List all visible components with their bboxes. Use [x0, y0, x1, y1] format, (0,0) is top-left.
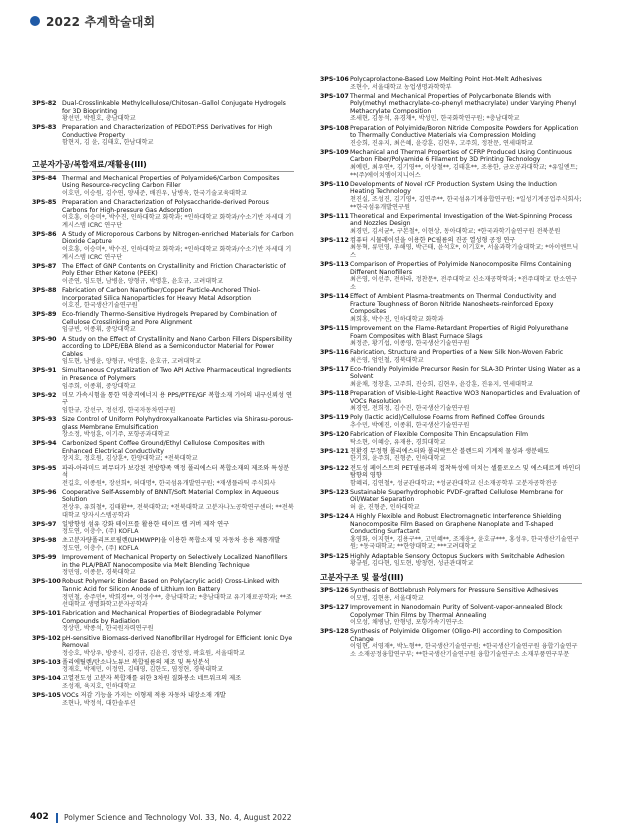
left-column — [32, 100, 294, 709]
abstract-entry — [32, 537, 294, 552]
abstract-entry — [32, 578, 294, 608]
entry-body — [350, 465, 582, 488]
entry-title: Synthesis of Polyimide Oligomer (Oligo-PI) according to Composition Change — [350, 628, 562, 643]
left-entry-list — [32, 175, 294, 708]
abstract-entry — [32, 465, 294, 488]
entry-body — [350, 93, 582, 123]
entry-title: Improvement on the Flame-Retardant Properties of Rigid Polyurethane Foam Composites with Blast Furnace Slags — [350, 324, 569, 340]
entry-code: 3PS-89 — [32, 311, 57, 319]
entry-body — [62, 537, 294, 552]
entry-authors: 조성재, 육지호, 인하대학교 — [62, 683, 136, 691]
entry-authors: 조현수, 서울대학교 농업생명과학학부 — [350, 83, 452, 91]
abstract-entry — [32, 416, 294, 439]
right-pre-list — [320, 76, 582, 568]
page-footer — [0, 806, 624, 830]
entry-authors: 이준연, 임도현, 남병윤, 양형규, 박명훈, 윤호규, 고려대학교 — [62, 277, 224, 285]
entry-body — [62, 199, 294, 229]
entry-title: Developments of Novel rCF Production System Using the Induction Heating Technology — [350, 180, 557, 196]
entry-body — [62, 521, 294, 536]
left-pre-list — [32, 100, 294, 147]
entry-body — [62, 465, 294, 488]
page-number: 402 — [30, 812, 49, 822]
abstract-entry — [32, 675, 294, 690]
entry-body — [350, 604, 582, 627]
entry-code: 3PS-97 — [32, 520, 57, 528]
entry-authors: 한기희, 윤주희, 진형준, 인하대학교 — [350, 455, 446, 463]
abstract-entry — [32, 175, 294, 198]
entry-title: Fabrication of Carbon Nanofiber/Copper Particle-Anchored Thiol-Incorporated Silica Nanoparticles for Heavy Metal Adsorption — [62, 286, 261, 302]
entry-body — [62, 392, 294, 415]
entry-authors: 황규원, 김다현, 임도현, 방창현, 성균관대학교 — [350, 560, 474, 568]
entry-body — [350, 237, 582, 260]
entry-title: Eco-friendly Thermo-Sensitive Hydrogels Prepared by Combination of Cellulose Crosslinking and Pore Alignment — [62, 311, 277, 326]
abstract-entry — [320, 448, 582, 463]
entry-body — [62, 367, 294, 390]
entry-authors: 정민철, 송주민*, 박희경**, 이정수**, 충남대학교; *충남대학교 유기재료공학과; **조선대학교 생명화학고분자공학과 — [62, 593, 292, 609]
entry-title: Cooperative Self-Assembly of BNNT/Soft Material Complex in Aqueous Solution — [62, 488, 279, 504]
entry-body — [62, 287, 294, 310]
entry-body — [62, 311, 294, 334]
entry-code: 3PS-107 — [320, 92, 349, 100]
entry-authors: 정승호, 박상우, 방중식, 김경규, 김윤진, 장만정, 곽효원, 서울대학교 — [62, 649, 245, 657]
entry-body — [350, 149, 582, 179]
entry-title: Eco-friendly Polyimide Precursor Resin for SLA-3D Printer Using Water as a Solvent — [350, 365, 581, 381]
entry-title: pH-sensitive Biomass-derived Nanofibrillar Hydrogel for Efficient Ionic Dye Removal — [62, 634, 293, 650]
entry-body — [62, 675, 294, 690]
entry-title: 전도성 페이스트의 PET필름과의 접착특성에 미치는 셀룰로오스 및 에스테르계 바인더 탐향의 영향 — [350, 464, 581, 480]
abstract-entry — [320, 489, 582, 512]
abstract-entry — [320, 261, 582, 291]
entry-title: 컴퓨터 시뮬레이션을 이용한 PC필름의 진공 열성형 공정 연구 — [350, 236, 516, 244]
abstract-entry — [32, 554, 294, 577]
entry-code: 3PS-121 — [320, 447, 349, 455]
entry-code: 3PS-127 — [320, 604, 349, 611]
entry-body — [62, 610, 294, 633]
entry-title: 파라-아라미드 퍼무더가 보강된 전방향족 액정 폴리에스터 복합소재의 제조와 특성분석 — [62, 464, 290, 480]
abstract-entry — [320, 237, 582, 260]
abstract-entry — [32, 659, 294, 674]
entry-title: 고열전도성 고분자 복합재를 위한 3차원 질화붕소 네트워크의 제조 — [62, 675, 242, 683]
abstract-entry — [32, 336, 294, 366]
entry-title: Polycaprolactone-Based Low Melting Point Hot-Melt Adhesives — [350, 76, 542, 83]
abstract-entry — [32, 489, 294, 519]
entry-code: 3PS-102 — [32, 634, 61, 642]
entry-authors: 이임현, 서영재*, 박노형**, 한국생산기술연구원; *한국생산기술연구원 융합기술연구소 소재공정융합연구부; **한국생산기술연구원 융합기술연구소 소재부품연구부문 — [350, 643, 578, 659]
abstract-entry — [32, 311, 294, 334]
entry-authors: 임한규, 강선구, 정선경, 한국자동차연구원 — [62, 406, 176, 414]
entry-code: 3PS-93 — [32, 415, 57, 423]
entry-title: The Effect of GNP Contents on Crystallinity and Friction Characteristic of Poly Ether Ether Ketone (PEEK) — [62, 262, 286, 278]
entry-title: Effect of Ambient Plasma-treatments on Thermal Conductivity and Fracture Toughness of Boron Nitride Nanosheets-reinforced Epoxy Composites — [350, 293, 557, 316]
entry-code: 3PS-101 — [32, 610, 61, 618]
section-heading-right: 고분자구조 및 물성(III) — [320, 574, 582, 585]
entry-title: Fabrication, Structure and Properties of a New Silk Non-Woven Fabric — [350, 349, 564, 357]
entry-body — [350, 261, 582, 291]
entry-authors: 천진실, 조성진, 김기영*, 김연주**, 한국섬유기계융합연구원; *일성기계공업주식회사; **한국섬유개발연구원 — [350, 195, 582, 211]
abstract-entry — [32, 367, 294, 390]
entry-body — [62, 635, 294, 658]
entry-body — [350, 293, 582, 323]
entry-title: Fabrication of Flexible Composite Thin Encapsulation Film — [350, 431, 528, 439]
section-heading-left: 고분자가공/복합재료/재활용(III) — [32, 161, 294, 172]
entry-body — [350, 553, 582, 568]
entry-code: 3PS-99 — [32, 554, 57, 562]
entry-code: 3PS-105 — [32, 692, 61, 700]
journal-citation: Polymer Science and Technology Vol. 33, No. 4, August 2022 — [64, 813, 292, 822]
entry-title: Preparation of Polyimide/Boron Nitride Composite Powders for Application to Thermally Conductive Materials via Compression Molding — [350, 124, 579, 140]
entry-code: 3PS-103 — [32, 658, 61, 666]
entry-authors: 임규빈, 이종휘, 중앙대학교 — [62, 326, 136, 334]
entry-code: 3PS-115 — [320, 324, 349, 332]
entry-title: 친환경 무정형 폴리에스터와 폴리락트산 블렌드의 기계적 물성과 생분해도 — [350, 447, 550, 455]
entry-title: 일방향성 섬유 강화 테이프를 활용한 테이프 랩 커버 제작 연구 — [62, 520, 230, 528]
entry-code: 3PS-84 — [32, 174, 57, 182]
abstract-entry — [32, 287, 294, 310]
entry-authors: 함현지, 김 윤, 김태호, 한남대학교 — [62, 139, 154, 147]
entry-authors: 최은영, 이선주, 전하라, 정찬문*, 전주대학교 신소재공학학과; *전주대학교 탄소연구소 — [350, 276, 578, 291]
entry-code: 3PS-128 — [320, 628, 349, 636]
entry-code: 3PS-91 — [32, 367, 57, 375]
abstract-entry — [320, 604, 582, 627]
entry-body — [350, 325, 582, 348]
entry-code: 3PS-114 — [320, 293, 349, 301]
entry-authors: 최예린, 최우연*, 김기영**, 이상철**, 김태훈**, 조용한, 금오공과대학교; *유일엔트; **(주)에이치엠이지니어스 — [350, 164, 578, 179]
entry-code: 3PS-126 — [320, 587, 349, 595]
entry-title: A Highly Flexible and Robust Electromagnetic Interference Shielding Nanocomposite Film Based on Graphene Nanoplate and T-shaped Conducting Surfactant — [350, 513, 562, 536]
entry-body — [350, 513, 582, 551]
abstract-entry — [32, 392, 294, 415]
abstract-entry — [32, 635, 294, 658]
entry-title: Simultaneous Crystallization of Two API Active Pharmaceutical Ingredients in Presence of Polymers — [62, 367, 292, 382]
entry-title: 미모 가속시험을 통한 역충격에너지 용 PPS/PTFE/GF 복합소재 기어의 내구신뢰성 연구 — [62, 391, 292, 407]
entry-authors: 탁소현, 이혜승, 유재용, 경희대학교 — [350, 438, 446, 446]
entry-code: 3PS-82 — [32, 100, 57, 107]
entry-body — [62, 336, 294, 366]
entry-title: A Study on the Effect of Crystallinity and Nano Carbon Fillers Dispersibility according to LDPE/EBA Blend as a Semiconductor Material for Power Cables — [62, 335, 293, 358]
entry-body — [62, 263, 294, 286]
abstract-entry — [32, 692, 294, 707]
entry-authors: 전길호, 이종원*, 장선희*, 허대명*, 한국섬유개발연구원; *재생플라틱 주식회사 — [62, 479, 276, 487]
entry-body — [62, 100, 294, 123]
entry-body — [62, 692, 294, 707]
entry-authors: 이호진, 한국생산기술연구원 — [62, 302, 138, 310]
entry-title: Sustainable Superhydrophobic PVDF-grafted Cellulose Membrane for Oil/Water Separation — [350, 488, 564, 504]
abstract-entry — [320, 93, 582, 123]
abstract-entry — [32, 100, 294, 123]
abstract-entry — [320, 628, 582, 658]
entry-code: 3PS-104 — [32, 675, 61, 683]
conference-title: 2022 추계학술대회 — [46, 14, 156, 29]
entry-authors: 조세현, 김동석, 유경재*, 박성민, 한국화학연구원; *충남대학교 — [350, 115, 520, 123]
entry-authors: 정민영, 이종문, 경북대학교 — [62, 569, 136, 577]
entry-authors: 이호흥, 이승미*, 박수진, 인하대학교 화학과; *인하대학교 화학과/수소기반 자세대 기계시스템 ICRC 연구단 — [62, 246, 292, 261]
entry-code: 3PS-86 — [32, 230, 57, 238]
entry-code: 3PS-108 — [320, 124, 349, 132]
abstract-entry — [320, 125, 582, 148]
entry-title: Highly Adaptable Sensory Octopus Suckers with Switchable Adhesion — [350, 552, 565, 560]
entry-body — [62, 659, 294, 674]
entry-title: Preparation of Visible-Light Reactive WO3 Nanoparticles and Evaluation of VOCs Resolution — [350, 390, 580, 405]
entry-title: A Study of Microporous Carbons by Nitrogen-enriched Materials for Carbon Dioxide Capture — [62, 230, 294, 246]
entry-body — [62, 489, 294, 519]
entry-code: 3PS-109 — [320, 148, 349, 156]
entry-code: 3PS-122 — [320, 464, 349, 472]
footer-divider — [56, 813, 58, 823]
entry-authors: 최은영, 엄인철, 경북대학교 — [350, 356, 424, 364]
entry-body — [350, 587, 582, 602]
entry-authors: 최정준, 황기섭, 이종영, 한국생산기술연구원 — [350, 340, 470, 348]
entry-body — [62, 554, 294, 577]
entry-title: Preparation and Characterization of Polysaccharide-derived Porous Carbons for High-pressure Gas Adsorption — [62, 198, 269, 214]
entry-title: Thermal and Mechanical Properties of Polycarbonate Blends with Poly(methyl methacrylate-co-phenyl methacrylate) under Varying Phenyl Methacrylate Composition — [350, 92, 577, 115]
entry-title: Theoretical and Experimental Investigation of the Wet-Spinning Process and Nozzles Design — [350, 212, 573, 228]
entry-body — [350, 349, 582, 364]
entry-body — [350, 448, 582, 463]
entry-code: 3PS-96 — [32, 488, 57, 496]
entry-title: 초고분자량폴리프로필렌(UHMWPP)을 이용한 폭합소재 및 자동차 응용 제품개발 — [62, 537, 281, 545]
abstract-entry — [320, 325, 582, 348]
entry-code: 3PS-117 — [320, 365, 349, 373]
abstract-entry — [320, 181, 582, 211]
entry-title: Robust Polymeric Binder Based on Poly(acrylic acid) Cross-Linked with Tannic Acid for Silicon Anode of Lithium Ion Battery — [62, 578, 280, 593]
entry-authors: 임주희, 이종휘, 중앙대학교 — [62, 382, 136, 390]
abstract-entry — [320, 587, 582, 602]
entry-code: 3PS-123 — [320, 488, 349, 496]
entry-authors: 최윤채, 정창훈, 고주희, 진승희, 김현우, 윤강훈, 진유지, 연세대학교 — [350, 381, 533, 389]
abstract-entry — [320, 465, 582, 488]
entry-title: Synthesis of Bottlebrush Polymers for Pressure Sensitive Adhesives — [350, 587, 559, 595]
abstract-entry — [320, 431, 582, 446]
entry-title: Fabrication and Mechanical Properties of Biodegradable Polymer Compounds by Radiation — [62, 610, 262, 625]
entry-body — [350, 76, 582, 91]
entry-authors: 이호민, 이승원, 김수연, 양세준, 배진우, 남병욱, 한국기술교육대학교 — [62, 189, 247, 197]
entry-authors: 최동혁, 류민영, 우해영, 박근태, 윤석호*, 이기호*, 서울과학기술대학교; *아이엔트닉스 — [350, 244, 579, 260]
entry-body — [62, 416, 294, 439]
entry-code: 3PS-116 — [320, 349, 349, 357]
entry-body — [350, 213, 582, 236]
entry-code: 3PS-118 — [320, 390, 349, 398]
entry-title: Comparison of Properties of Polyimide Nanocomposite Films Containing Different Nanofillers — [350, 261, 572, 276]
entry-code: 3PS-100 — [32, 578, 61, 586]
abstract-entry — [320, 349, 582, 364]
abstract-entry — [320, 213, 582, 236]
entry-authors: 전상우, 유희철*, 김태환**, 전북대학교; *전북대학교 고분자나노공학연구센터; **전북대학교 양자시스템공학과 — [62, 504, 294, 519]
abstract-entry — [32, 263, 294, 286]
conference-logo-icon — [30, 16, 40, 26]
entry-authors: 허 윤, 진형준, 인하대학교 — [350, 503, 420, 511]
entry-code: 3PS-95 — [32, 464, 57, 472]
entry-authors: 장소정, 박성훈, 이기주, 포항공과대학교 — [62, 431, 170, 439]
entry-code: 3PS-92 — [32, 391, 57, 399]
entry-authors: 이모범, 김현용, 서울대학교 — [350, 594, 424, 602]
entry-authors: 진승희, 진유지, 최은혜, 윤강훈, 김현우, 고주희, 정찬문, 연세대학교 — [350, 139, 533, 147]
entry-body — [62, 440, 294, 463]
entry-authors: 최경연, 전희정, 김수진, 한국생산기술연구원 — [350, 405, 470, 413]
abstract-entry — [32, 124, 294, 147]
entry-title: Carbonized Spent Coffee Ground/Ethyl Cellulose Composites with Enhanced Electrical Conductivity — [62, 440, 265, 455]
entry-authors: 황선민, 박원호, 충남대학교 — [62, 115, 136, 123]
entry-authors: 함혜리, 김연철*, 성균관대학교; *성균관대학교 신소재공학부 고분자공학전공 — [350, 479, 558, 487]
abstract-entry — [32, 610, 294, 633]
entry-authors: 최희홍, 박수진, 인하대학교 화학과 — [350, 315, 444, 323]
right-entry-list — [320, 587, 582, 658]
entry-authors: 장지호, 정호원, 김상훈*, 한양대학교; *전북대학교 — [62, 455, 198, 463]
entry-authors: 조현나, 박정석, 대한솔루션 — [62, 699, 136, 707]
entry-authors: 이모성, 채병남, 안형녕, 포항가속기연구소 — [350, 619, 464, 627]
entry-body — [62, 231, 294, 261]
abstract-entry — [320, 390, 582, 413]
abstract-entry — [320, 366, 582, 389]
entry-authors: 정상민, 박종석, 한국원자력연구원 — [62, 625, 154, 633]
abstract-entry — [320, 293, 582, 323]
entry-code: 3PS-85 — [32, 198, 57, 206]
entry-code: 3PS-119 — [320, 414, 349, 422]
entry-authors: 정도연, 이충수, (주) KOFLA — [62, 528, 139, 536]
entry-code: 3PS-120 — [320, 431, 349, 439]
abstract-entry — [32, 231, 294, 261]
abstract-entry — [320, 513, 582, 551]
entry-code: 3PS-87 — [32, 262, 57, 270]
entry-body — [62, 124, 294, 147]
entry-body — [350, 390, 582, 413]
entry-authors: 홍영화, 이지현*, 김용구**, 고민혜**, 조재웅*, 윤호규***, 홍성우, 한국생산기술연구원; *동국대학교; **한양대학교; ***고려대학교 — [350, 535, 579, 551]
entry-authors: 이호흥, 이승미*, 박수진, 인하대학교 화학과; *인하대학교 화학과/수소기반 자세대 기계시스템 ICRC 연구단 — [62, 214, 292, 229]
entry-code: 3PS-113 — [320, 261, 349, 269]
entry-body — [350, 181, 582, 211]
entry-title: Poly (lactic acid)/Cellulose Foams from Refined Coffee Grounds — [350, 414, 545, 422]
entry-title: Preparation and Characterization of PEDOT:PSS Derivatives for High Conductive Property — [62, 124, 273, 139]
entry-code: 3PS-124 — [320, 513, 349, 521]
entry-authors: 정재호, 박제민, 이정연, 김태영, 김한도, 염정현, 경북대학교 — [62, 666, 224, 674]
entry-code: 3PS-98 — [32, 537, 57, 545]
abstract-entry — [320, 149, 582, 179]
entry-body — [62, 175, 294, 198]
entry-code: 3PS-88 — [32, 286, 57, 294]
entry-code: 3PS-106 — [320, 76, 349, 83]
entry-authors: 임도현, 남병윤, 양형규, 박명훈, 윤호규, 고려대학교 — [62, 358, 202, 366]
entry-body — [350, 366, 582, 389]
entry-title: Thermal and Mechanical Properties of Polyamide6/Carbon Composites Using Resource-recycling Carbon Filler — [62, 174, 280, 190]
abstract-entry — [32, 521, 294, 536]
entry-title: Dual-Crosslinkable Methylcellulose/Chitosan–Gallol Conjugate Hydrogels for 3D Bioprinting — [62, 100, 286, 115]
entry-body — [350, 414, 582, 429]
entry-body — [350, 125, 582, 148]
right-column — [320, 76, 582, 660]
entry-code: 3PS-112 — [320, 236, 349, 244]
entry-body — [350, 628, 582, 658]
abstract-entry — [32, 199, 294, 229]
abstract-entry — [32, 440, 294, 463]
entry-title: Improvement of Mechanical Property on Selectively Localized Nanofillers in the PLA/PBAT Nanocomposite via Melt Blending Technique — [62, 554, 288, 569]
entry-code: 3PS-94 — [32, 440, 57, 448]
entry-title: Size Control of Uniform Polyhydroxyalkanoate Particles via Shirasu-porous-glass Membrane Emulsification — [62, 415, 294, 431]
entry-code: 3PS-125 — [320, 552, 349, 560]
entry-title: Improvement in Nanodomain Purity of Solvent-vapor-annealed Block Copolymer Thin Films by Thermal Annealing — [350, 604, 563, 619]
entry-authors: 추수민, 박예진, 이종휘, 한국생산기술연구원 — [350, 422, 470, 430]
entry-title: VOCs 저감 기능을 가지는 이형제 적용 자동차 내장소재 개발 — [62, 692, 226, 700]
entry-authors: 최경민, 김서균*, 구본철*, 이현상, 동아대학교; *한국과학기술연구원 전북분원 — [350, 227, 561, 235]
entry-body — [350, 431, 582, 446]
entry-title: 폴리에틸렌/탄소나노튜브 복합필름의 제조 및 특성분석 — [62, 658, 210, 666]
entry-body — [62, 578, 294, 608]
entry-code: 3PS-110 — [320, 180, 349, 188]
abstract-entry — [320, 414, 582, 429]
abstract-entry — [320, 553, 582, 568]
abstract-entry — [320, 76, 582, 91]
entry-code: 3PS-83 — [32, 124, 57, 132]
entry-title: Mechanical and Thermal Properties of CFRP Produced Using Continuous Carbon Fiber/Polyamide 6 Filament by 3D Printing Technology — [350, 148, 572, 164]
page-header — [30, 12, 155, 30]
entry-body — [350, 489, 582, 512]
entry-authors: 정도연, 이충수, (주) KOFLA — [62, 544, 139, 552]
entry-code: 3PS-111 — [320, 212, 349, 220]
entry-code: 3PS-90 — [32, 335, 57, 343]
